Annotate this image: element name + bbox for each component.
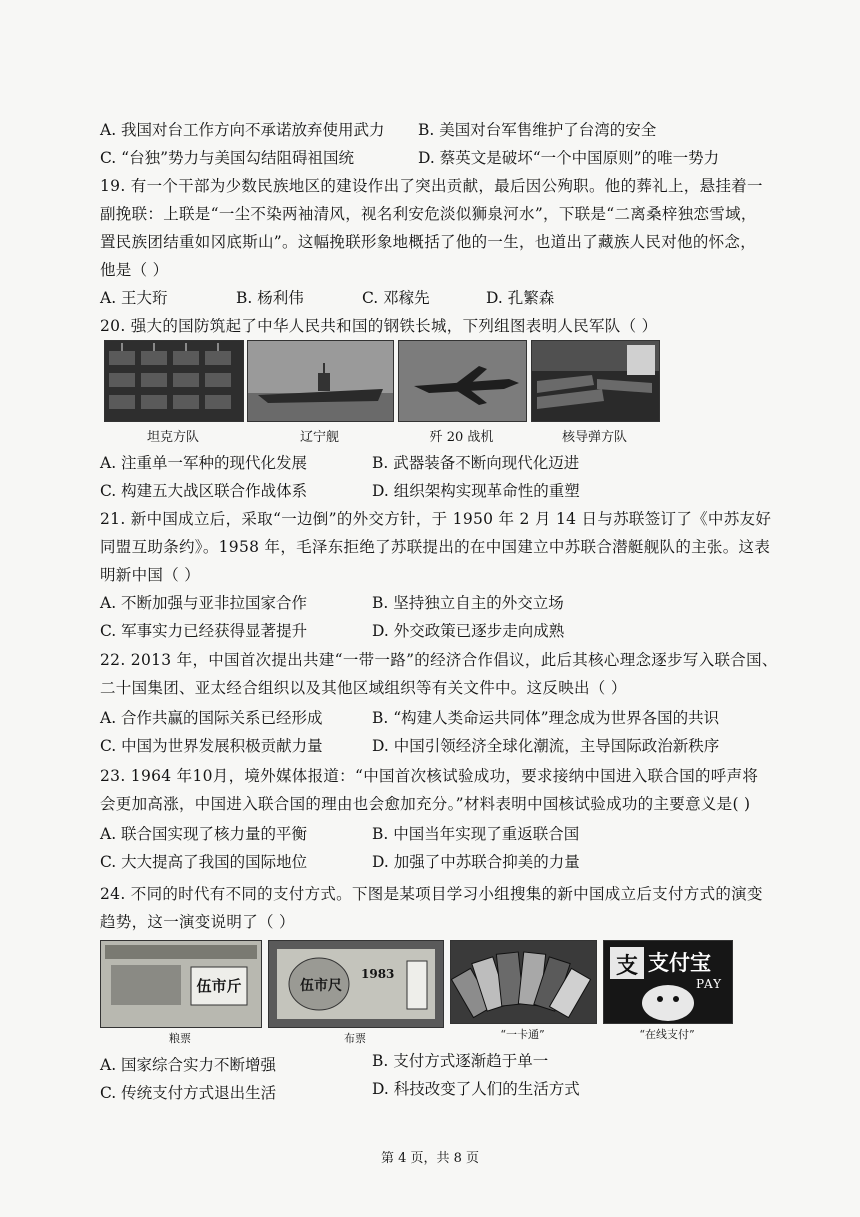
q21-stem-line-1: 21. 新中国成立后，采取“一边倒”的外交方针，于 1950 年 2 月 14 日与苏联签订了《中苏友好	[100, 510, 772, 528]
q21-stem-line-2: 同盟互助条约》。1958 年，毛泽东拒绝了苏联提出的在中国建立中苏联合潜艇舰队的主张。这表	[100, 538, 771, 556]
caption-fighter: 歼 20 战机	[429, 430, 494, 445]
q23-option-c: C. 大大提高了我国的国际地位	[100, 853, 308, 871]
alipay-pay-text: PAY	[696, 977, 723, 991]
q20-option-a: A. 注重单一军种的现代化发展	[100, 454, 308, 472]
q23-stem-line-1: 23. 1964 年10月，境外媒体报道：“中国首次核试验成功，要求接纳中国进入联合国的呼声将	[100, 767, 759, 785]
tank-formation-photo	[104, 340, 244, 422]
one-card-photo	[450, 940, 597, 1024]
q23-stem-line-2: 会更加高涨，中国进入联合国的理由也会愈加充分。”材料表明中国核试验成功的主要意义是( )	[100, 795, 751, 813]
caption-tank: 坦克方队	[146, 430, 199, 445]
q21-stem-line-3: 明新中国（ ）	[100, 566, 201, 584]
page-number-footer: 第 4 页，共 8 页	[380, 1151, 480, 1166]
grain-coupon-amount: 伍市斤	[196, 977, 242, 995]
j20-fighter-photo	[398, 340, 527, 422]
q20-option-d: D. 组织架构实现革命性的重塑	[372, 482, 580, 500]
grain-coupon-photo	[100, 940, 262, 1028]
caption-cloth-coupon: 布票	[344, 1032, 366, 1045]
q19-stem-line-4: 他是（ ）	[100, 261, 169, 279]
q22-stem-line-2: 二十国集团、亚太经合组织以及其他区域组织等有关文件中。这反映出（ ）	[100, 679, 627, 697]
alipay-photo	[603, 940, 733, 1024]
q24-option-d: D. 科技改变了人们的生活方式	[372, 1080, 580, 1098]
q24-stem-line-1: 24. 不同的时代有不同的支付方式。下图是某项目学习小组搜集的新中国成立后支付方式的演变	[100, 885, 763, 903]
q21-option-a: A. 不断加强与亚非拉国家合作	[100, 594, 308, 612]
q22-stem-line-1: 22. 2013 年，中国首次提出共建“一带一路”的经济合作倡议，此后其核心理念逐步写入联合国、	[100, 651, 778, 669]
cloth-coupon-year: 1983	[361, 967, 395, 981]
q18-option-b: B. 美国对台军售维护了台湾的安全	[418, 121, 657, 139]
caption-grain-coupon: 粮票	[169, 1032, 191, 1045]
liaoning-carrier-photo	[247, 340, 394, 422]
q21-option-d: D. 外交政策已逐步走向成熟	[372, 622, 565, 640]
q24-option-a: A. 国家综合实力不断增强	[100, 1056, 277, 1074]
caption-online-payment: “在线支付”	[639, 1028, 695, 1041]
q19-option-d: D. 孔繁森	[486, 289, 555, 307]
q19-stem-line-1: 19. 有一个干部为少数民族地区的建设作出了突出贡献，最后因公殉职。他的葬礼上，悬挂着一	[100, 177, 763, 195]
q23-option-b: B. 中国当年实现了重返联合国	[372, 825, 580, 843]
cloth-coupon-amount: 伍市尺	[300, 978, 342, 994]
q18-option-d: D. 蔡英文是破坏“一个中国原则”的唯一势力	[418, 149, 720, 167]
caption-missile: 核导弹方队	[561, 430, 627, 445]
q22-option-d: D. 中国引领经济全球化潮流，主导国际政治新秩序	[372, 737, 720, 755]
q19-stem-line-2: 副挽联：上联是“一尘不染两袖清风，视名利安危淡似狮泉河水”，下联是“二离桑梓独恋雪域，	[100, 205, 757, 223]
q22-option-c: C. 中国为世界发展积极贡献力量	[100, 737, 323, 755]
q20-option-c: C. 构建五大战区联合作战体系	[100, 482, 308, 500]
q20-stem: 20. 强大的国防筑起了中华人民共和国的钢铁长城，下列组图表明人民军队（ ）	[100, 317, 658, 335]
q19-option-b: B. 杨利伟	[236, 289, 304, 307]
alipay-icon: 支	[615, 953, 638, 979]
q19-stem-line-3: 置民族团结重如冈底斯山”。这幅挽联形象地概括了他的一生，也道出了藏族人民对他的怀念，	[100, 233, 757, 251]
caption-carrier: 辽宁舰	[299, 430, 339, 445]
alipay-logo-text: 支付宝	[648, 950, 711, 975]
q18-option-a: A. 我国对台工作方向不承诺放弃使用武力	[100, 121, 385, 139]
q22-option-a: A. 合作共赢的国际关系已经形成	[100, 709, 323, 727]
q20-option-b: B. 武器装备不断向现代化迈进	[372, 454, 580, 472]
q23-option-d: D. 加强了中苏联合抑美的力量	[372, 853, 580, 871]
q21-option-b: B. 坚持独立自主的外交立场	[372, 594, 564, 612]
q24-option-c: C. 传统支付方式退出生活	[100, 1084, 277, 1102]
q19-option-a: A. 王大珩	[100, 289, 168, 307]
cloth-coupon-photo	[268, 940, 444, 1028]
q19-option-c: C. 邓稼先	[362, 289, 430, 307]
q22-option-b: B. “构建人类命运共同体”理念成为世界各国的共识	[372, 709, 720, 727]
q23-option-a: A. 联合国实现了核力量的平衡	[100, 825, 308, 843]
nuclear-missile-formation-photo	[531, 340, 660, 422]
q21-option-c: C. 军事实力已经获得显著提升	[100, 622, 308, 640]
caption-one-card: “一卡通”	[500, 1028, 545, 1041]
q24-stem-line-2: 趋势，这一演变说明了（ ）	[100, 913, 295, 931]
q24-option-b: B. 支付方式逐渐趋于单一	[372, 1052, 549, 1070]
q18-option-c: C. “台独”势力与美国勾结阻碍祖国统	[100, 149, 355, 167]
